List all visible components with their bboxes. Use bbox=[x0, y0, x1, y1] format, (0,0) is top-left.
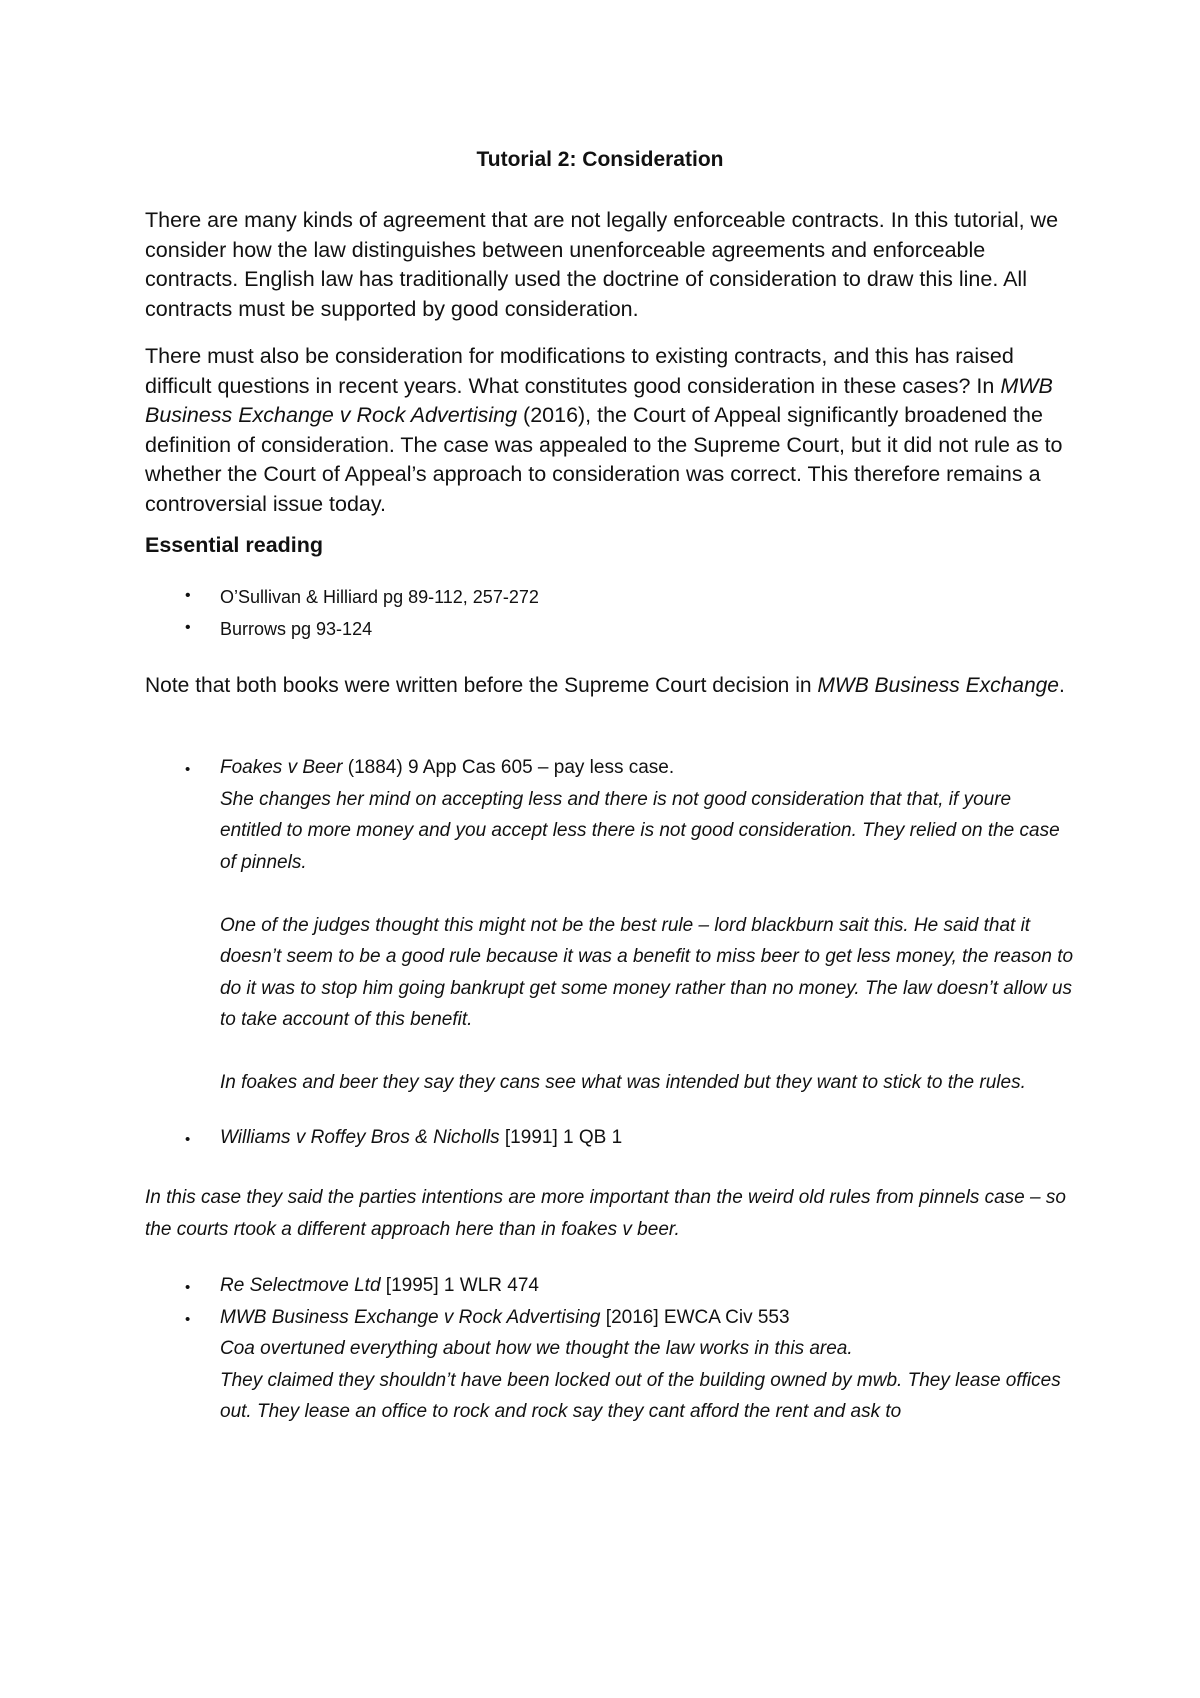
case-name: Re Selectmove Ltd bbox=[220, 1275, 381, 1296]
case-note: In foakes and beer they say they cans see what was intended but they want to stick to the rules. bbox=[220, 1072, 1026, 1093]
case-citation: [1995] 1 WLR 474 bbox=[380, 1275, 539, 1296]
books-note-end: . bbox=[1058, 674, 1065, 697]
case-note: She changes her mind on accepting less and there is not good consideration that that, if youre entitled to more money and you accept less there is not good consideration. They relied on the case of pinnels. bbox=[220, 788, 1060, 873]
case-foakes-v-beer bbox=[145, 752, 1075, 1099]
bullet-icon: • bbox=[185, 587, 191, 604]
bullet-icon: • bbox=[185, 761, 191, 778]
intro-paragraph-2-part1: There must also be consideration for modifications to existing contracts, and this has raised difficult questions in recent years. What constitutes good consideration in these cases? In bbox=[145, 344, 1014, 398]
case-heading bbox=[145, 1302, 1075, 1334]
case-note: Coa overtuned everything about how we thought the law works in this area. bbox=[220, 1338, 853, 1359]
essential-reading-heading: Essential reading bbox=[145, 533, 324, 557]
intro-case-name: MWB Business Exchange v Rock Advertising bbox=[145, 373, 1053, 427]
case-citation: [1991] 1 QB 1 bbox=[499, 1127, 623, 1148]
bullet-icon: • bbox=[185, 1310, 191, 1328]
case-name: Williams v Roffey Bros & Nicholls bbox=[220, 1127, 500, 1148]
case-name: Foakes v Beer bbox=[220, 757, 343, 778]
case-notes bbox=[145, 784, 1075, 1099]
case-notes bbox=[145, 1333, 1075, 1428]
bullet-icon: • bbox=[185, 1131, 191, 1148]
case-citation: [2016] EWCA Civ 553 bbox=[600, 1306, 790, 1328]
case-heading bbox=[145, 752, 1075, 784]
case-heading bbox=[145, 1270, 1075, 1302]
case-note: One of the judges thought this might not be the best rule – lord blackburn sait this. He said that it doesn’t seem to be a good rule because it was a benefit to miss beer to get less money, the reason to do it was to stop him going bankrupt get some money rather than no money. The law doesn’t allow us to take account of this benefit. bbox=[220, 914, 1074, 1030]
intro-paragraph-2-part2: (2016), the Court of Appeal significantly broadened the definition of consideration. The case was appealed to the Supreme Court, but it did not rule as to whether the Court of Appeal’s approach to consideration was correct. This therefore remains a controversial issue today. bbox=[145, 403, 1063, 516]
case-note: They claimed they shouldn’t have been locked out of the building owned by mwb. They lease offices out. They lease an office to rock and rock say they cant afford the rent and ask to bbox=[220, 1369, 1061, 1422]
books-note-text: Note that both books were written before the Supreme Court decision in bbox=[145, 674, 818, 697]
intro-paragraph-1: There are many kinds of agreement that are not legally enforceable contracts. In this tutorial, we consider how the law distinguishes between unenforceable agreements and enforceable contracts. English law has traditionally used the doctrine of consideration to draw this line. All contracts must be supported by good consideration. bbox=[145, 208, 1059, 321]
williams-note: In this case they said the parties intentions are more important than the weird old rules from pinnels case – so the courts rtook a different approach here than in foakes v beer. bbox=[145, 1187, 1066, 1240]
case-re-selectmove bbox=[145, 1270, 1075, 1428]
books-note bbox=[145, 671, 1065, 701]
case-heading bbox=[145, 1122, 1075, 1154]
page-title: Tutorial 2: Consideration bbox=[476, 148, 724, 171]
bullet-icon: • bbox=[185, 1279, 191, 1296]
intro-paragraph-2 bbox=[145, 342, 1070, 519]
reading-item-text: O’Sullivan & Hilliard pg 89-112, 257-272 bbox=[220, 587, 539, 607]
case-name: MWB Business Exchange v Rock Advertising bbox=[220, 1306, 601, 1328]
reading-item-text: Burrows pg 93-124 bbox=[220, 619, 373, 639]
books-note-case: MWB Business Exchange bbox=[817, 674, 1059, 697]
case-citation: (1884) 9 App Cas 605 – pay less case. bbox=[342, 757, 675, 778]
bullet-icon: • bbox=[185, 619, 191, 636]
case-williams-v-roffey bbox=[145, 1122, 1075, 1154]
